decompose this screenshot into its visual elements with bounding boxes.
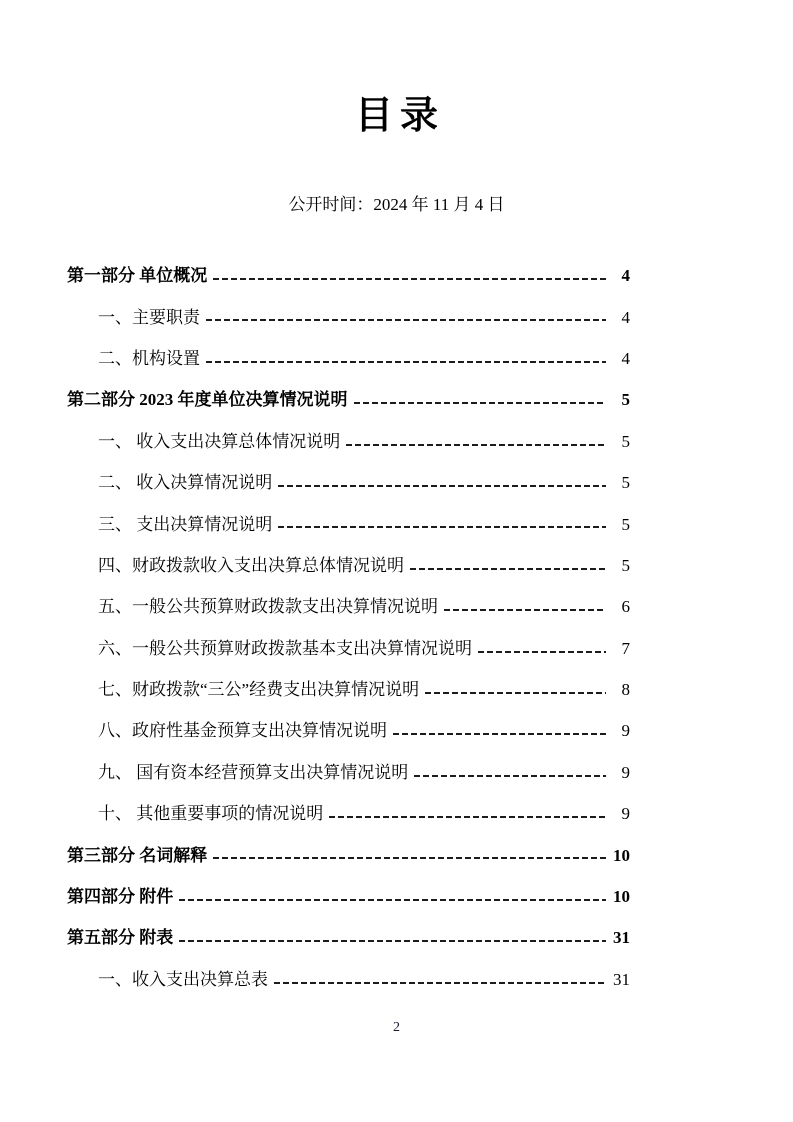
dash-leader — [478, 628, 606, 669]
toc-entry-label: 九、 国有资本经营预算支出决算情况说明 — [98, 762, 409, 782]
dash-leader — [354, 379, 607, 420]
dash-leader — [278, 462, 606, 503]
dash-leader — [393, 710, 606, 751]
toc-entry-page: 5 — [621, 431, 630, 451]
toc-entry[interactable] — [67, 628, 630, 669]
toc-entry-page: 5 — [621, 390, 630, 410]
toc-entry-label: 第一部分 单位概况 — [67, 266, 208, 286]
toc-entry[interactable] — [67, 462, 630, 503]
toc-entry[interactable] — [67, 503, 630, 544]
dash-leader — [206, 296, 606, 337]
toc-entry[interactable] — [67, 421, 630, 462]
toc-entry-label: 八、政府性基金预算支出决算情况说明 — [98, 721, 387, 741]
toc-entry[interactable] — [67, 545, 630, 586]
toc-entry-label: 第四部分 附件 — [67, 887, 174, 907]
toc-entry-label: 一、收入支出决算总表 — [98, 969, 268, 989]
toc-entry-label: 五、一般公共预算财政拨款支出决算情况说明 — [98, 597, 438, 617]
toc-entry-page: 7 — [621, 638, 630, 658]
dash-leader — [274, 959, 606, 1000]
publish-date: 公开时间：2024 年 11 月 4 日 — [288, 195, 505, 214]
toc-entry[interactable] — [67, 586, 630, 627]
dash-leader — [414, 752, 606, 793]
toc-entry[interactable] — [67, 338, 630, 379]
toc-entry[interactable] — [67, 959, 630, 1000]
toc-entry-page: 9 — [621, 762, 630, 782]
dash-leader — [213, 834, 606, 875]
toc-entry-page: 5 — [621, 514, 630, 534]
toc-entry[interactable] — [67, 917, 630, 958]
toc-entry-label: 七、财政拨款“三公”经费支出决算情况说明 — [98, 680, 420, 700]
dash-leader — [444, 586, 606, 627]
toc-entry-page: 4 — [621, 307, 630, 327]
toc-entry-label: 十、 其他重要事项的情况说明 — [98, 804, 324, 824]
toc-entry-page: 31 — [613, 969, 630, 989]
toc-list — [67, 255, 630, 1000]
toc-entry-page: 5 — [621, 555, 630, 575]
toc-entry-label: 四、财政拨款收入支出决算总体情况说明 — [98, 555, 404, 575]
dash-leader — [346, 421, 606, 462]
dash-leader — [213, 255, 606, 296]
toc-entry-label: 第三部分 名词解释 — [67, 845, 208, 865]
dash-leader — [425, 669, 606, 710]
dash-leader — [179, 876, 606, 917]
toc-entry-page: 9 — [621, 804, 630, 824]
dash-leader — [278, 503, 606, 544]
toc-entry-label: 第二部分 2023 年度单位决算情况说明 — [67, 390, 348, 410]
toc-entry-page: 31 — [613, 928, 630, 948]
toc-entry[interactable] — [67, 876, 630, 917]
toc-entry-page: 4 — [621, 348, 630, 368]
dash-leader — [410, 545, 606, 586]
dash-leader — [179, 917, 606, 958]
toc-entry-label: 第五部分 附表 — [67, 928, 174, 948]
dash-leader — [329, 793, 606, 834]
toc-entry-label: 二、 收入决算情况说明 — [98, 473, 273, 493]
toc-entry-label: 六、一般公共预算财政拨款基本支出决算情况说明 — [98, 638, 472, 658]
toc-entry[interactable] — [67, 710, 630, 751]
toc-entry-label: 一、主要职责 — [98, 307, 200, 327]
toc-entry-page: 9 — [621, 721, 630, 741]
toc-entry[interactable] — [67, 669, 630, 710]
toc-entry[interactable] — [67, 379, 630, 420]
toc-entry[interactable] — [67, 793, 630, 834]
toc-entry[interactable] — [67, 752, 630, 793]
page-title: 目录 — [354, 95, 445, 137]
footer-page-number: 2 — [393, 1020, 400, 1035]
dash-leader — [206, 338, 606, 379]
toc-entry-label: 三、 支出决算情况说明 — [98, 514, 273, 534]
toc-entry-page: 6 — [621, 597, 630, 617]
toc-entry-page: 4 — [621, 266, 630, 286]
toc-entry[interactable] — [67, 255, 630, 296]
toc-entry-label: 二、机构设置 — [98, 348, 200, 368]
toc-entry-page: 10 — [613, 845, 630, 865]
toc-entry[interactable] — [67, 296, 630, 337]
toc-entry-page: 10 — [613, 887, 630, 907]
toc-entry[interactable] — [67, 834, 630, 875]
toc-entry-page: 8 — [621, 680, 630, 700]
toc-entry-page: 5 — [621, 473, 630, 493]
toc-entry-label: 一、 收入支出决算总体情况说明 — [98, 431, 341, 451]
